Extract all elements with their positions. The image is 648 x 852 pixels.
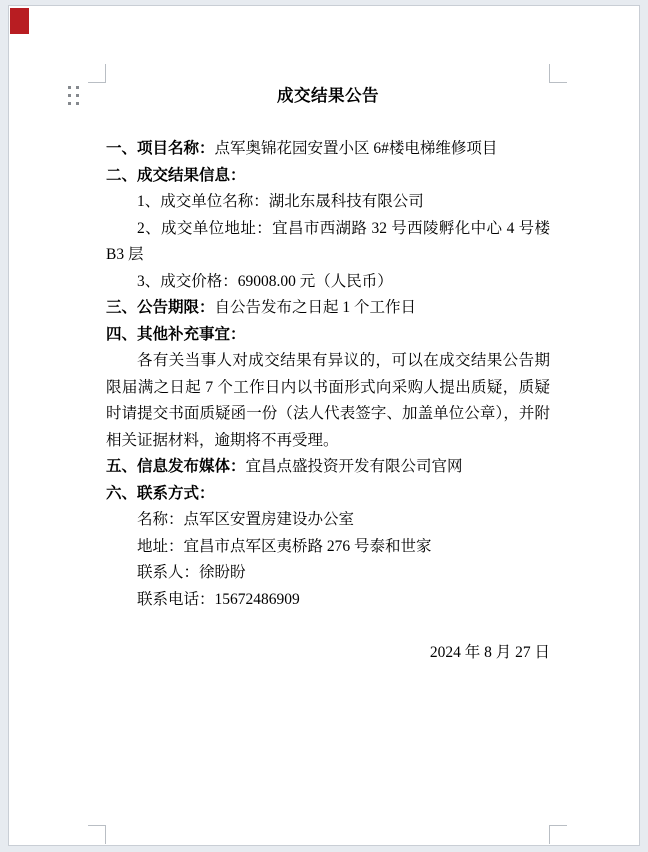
- section-text: 3、成交价格：69008.00 元（人民币）: [137, 272, 393, 290]
- section-text: 地址：宜昌市点军区夷桥路 276 号泰和世家: [137, 537, 432, 555]
- paragraph-contact-person: [106, 560, 550, 587]
- paragraph-objection-rules: [106, 348, 550, 454]
- document-content[interactable]: [106, 84, 550, 666]
- section-text: 名称：点军区安置房建设办公室: [137, 511, 355, 528]
- paragraph-contact-phone: [106, 587, 550, 614]
- section-label: 一、项目名称：: [106, 140, 215, 157]
- paragraph-result-info: [106, 163, 550, 190]
- section-label: 四、其他补充事宜：: [106, 325, 246, 343]
- section-text: 2、成交单位地址：宜昌市西湖路 32 号西陵孵化中心 4 号楼 B3 层: [106, 219, 550, 263]
- drag-handle-icon[interactable]: [68, 86, 79, 105]
- paragraph-price: [106, 269, 550, 296]
- margin-mark-bottom-right: [549, 825, 567, 844]
- section-label: 二、成交结果信息：: [106, 166, 246, 184]
- paragraph-winner-address: [106, 216, 550, 269]
- paragraph-project-name: [106, 136, 550, 163]
- section-text: 各有关当事人对成交结果有异议的，可以在成交结果公告期限届满之日起 7 个工作日内以书面形式向采购人提出质疑，质疑时请提交书面质疑函一份（法人代表签字、加盖单位公章），并附相关证据材料，逾期将不再受理。: [106, 352, 550, 449]
- paragraph-contact-name: [106, 507, 550, 534]
- paragraph-winner-name: [106, 189, 550, 216]
- paragraph-other-matters: [106, 322, 550, 349]
- margin-mark-bottom-left: [88, 825, 106, 844]
- section-label: 六、联系方式：: [106, 484, 215, 502]
- section-text: 自公告发布之日起 1 个工作日: [214, 299, 417, 316]
- section-text: 宜昌点盛投资开发有限公司官网: [245, 458, 463, 475]
- margin-mark-top-left: [88, 64, 106, 83]
- section-label: 三、公告期限：: [106, 299, 215, 316]
- section-text: 1、成交单位名称：湖北东晟科技有限公司: [137, 193, 424, 210]
- section-label: 五、信息发布媒体：: [106, 458, 246, 475]
- section-text: 联系人：徐盼盼: [137, 564, 246, 581]
- section-text: 联系电话：15672486909: [137, 590, 300, 608]
- margin-mark-top-right: [549, 64, 567, 83]
- paragraph-notice-period: [106, 295, 550, 322]
- section-text: 点军奥锦花园安置小区 6#楼电梯维修项目: [214, 140, 498, 157]
- red-marker: [10, 8, 29, 34]
- paragraph-contact-address: [106, 534, 550, 561]
- doc-title: 成交结果公告: [277, 86, 379, 105]
- paragraph-contact-heading: [106, 481, 550, 508]
- paragraph-publish-media: [106, 454, 550, 481]
- date-line: 2024 年 8 月 27 日: [429, 643, 550, 661]
- document-page[interactable]: [8, 5, 640, 846]
